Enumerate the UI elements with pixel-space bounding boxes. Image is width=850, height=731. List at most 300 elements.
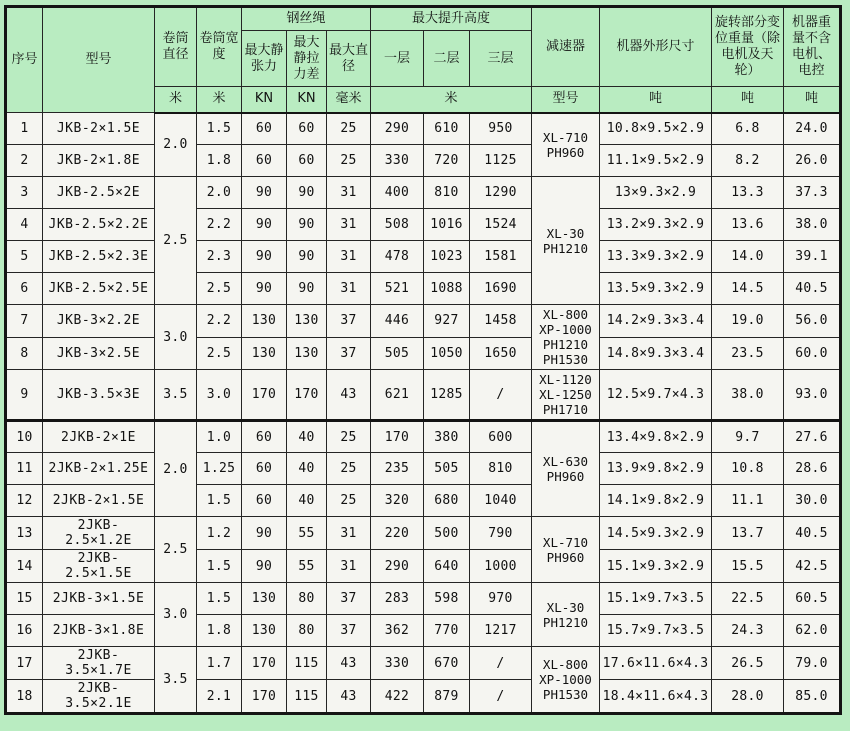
cell-lift-height-layer3: 790 [470, 517, 532, 550]
spec-row [6, 177, 841, 209]
unit-max-static-tension: KN [242, 87, 287, 113]
header-machine-dimensions: 机器外形尺寸 [600, 7, 712, 87]
spec-row [6, 647, 841, 680]
cell-drum-width: 2.2 [197, 305, 242, 338]
cell-max-rope-diameter: 31 [327, 273, 371, 305]
cell-lift-height-layer2: 879 [424, 680, 470, 714]
cell-max-static-tension: 90 [242, 550, 287, 583]
cell-drum-width: 3.0 [197, 370, 242, 421]
header-layer1: 一层 [371, 31, 424, 87]
cell-lift-height-layer3: 1217 [470, 615, 532, 647]
cell-max-static-tension: 90 [242, 273, 287, 305]
header-max-static-tension: 最大静张力 [242, 31, 287, 87]
cell-model: 2JKB-2×1.5E [43, 485, 155, 517]
cell-drum-width: 2.3 [197, 241, 242, 273]
cell-max-static-tension: 170 [242, 370, 287, 421]
header-lift-height-group: 最大提升高度 [371, 7, 532, 31]
cell-lift-height-layer1: 422 [371, 680, 424, 714]
cell-seq: 11 [6, 453, 43, 485]
cell-rotating-weight: 28.0 [712, 680, 784, 714]
cell-max-rope-diameter: 31 [327, 550, 371, 583]
cell-model: 2JKB-2.5×1.5E [43, 550, 155, 583]
cell-reducer [532, 583, 600, 647]
cell-max-static-tension-diff: 80 [287, 615, 327, 647]
cell-max-static-tension: 90 [242, 177, 287, 209]
header-model: 型号 [43, 7, 155, 113]
cell-rotating-weight: 9.7 [712, 421, 784, 453]
cell-max-static-tension-diff: 40 [287, 421, 327, 453]
cell-max-static-tension-diff: 40 [287, 485, 327, 517]
reducer-model-line: PH1210 [542, 337, 589, 352]
cell-max-static-tension: 60 [242, 453, 287, 485]
cell-lift-height-layer1: 220 [371, 517, 424, 550]
cell-machine-weight: 37.3 [784, 177, 841, 209]
cell-lift-height-layer3: 1524 [470, 209, 532, 241]
cell-max-rope-diameter: 25 [327, 145, 371, 177]
cell-machine-dimensions: 10.8×9.5×2.9 [600, 113, 712, 145]
cell-lift-height-layer1: 505 [371, 337, 424, 370]
cell-machine-dimensions: 13×9.3×2.9 [600, 177, 712, 209]
reducer-model-line: XL-630 [542, 454, 589, 469]
cell-rotating-weight: 14.0 [712, 241, 784, 273]
cell-drum-width: 1.5 [197, 550, 242, 583]
unit-drum-diameter: 米 [155, 87, 197, 113]
cell-drum-width: 1.2 [197, 517, 242, 550]
cell-model: 2JKB-3.5×1.7E [43, 647, 155, 680]
cell-lift-height-layer3: 1690 [470, 273, 532, 305]
cell-machine-dimensions: 13.3×9.3×2.9 [600, 241, 712, 273]
cell-lift-height-layer1: 446 [371, 305, 424, 338]
spec-row [6, 453, 841, 485]
cell-machine-weight: 24.0 [784, 113, 841, 145]
cell-machine-weight: 38.0 [784, 209, 841, 241]
spec-row [6, 273, 841, 305]
header-wire-rope-group: 钢丝绳 [242, 7, 371, 31]
cell-lift-height-layer2: 1088 [424, 273, 470, 305]
spec-row [6, 337, 841, 370]
cell-lift-height-layer3: 1040 [470, 485, 532, 517]
cell-max-static-tension: 170 [242, 680, 287, 714]
spec-row [6, 485, 841, 517]
reducer-model-line: PH1210 [542, 614, 589, 630]
cell-drum-width: 1.5 [197, 583, 242, 615]
cell-max-rope-diameter: 37 [327, 305, 371, 338]
reducer-model-line: PH960 [546, 144, 585, 160]
header-machine-weight: 机器重量不含电机、电控 [784, 7, 841, 87]
cell-lift-height-layer2: 1050 [424, 337, 470, 370]
cell-max-static-tension-diff: 55 [287, 550, 327, 583]
cell-max-rope-diameter: 43 [327, 680, 371, 714]
cell-machine-weight: 39.1 [784, 241, 841, 273]
spec-row [6, 241, 841, 273]
cell-machine-weight: 26.0 [784, 145, 841, 177]
unit-lift-height: 米 [371, 87, 532, 113]
unit-reducer: 型号 [532, 87, 600, 113]
cell-model: 2JKB-2.5×1.2E [43, 517, 155, 550]
cell-machine-dimensions: 12.5×9.7×4.3 [600, 370, 712, 421]
header-seq: 序号 [6, 7, 43, 113]
reducer-model-line: PH1210 [542, 240, 589, 256]
cell-max-rope-diameter: 31 [327, 517, 371, 550]
cell-seq: 12 [6, 485, 43, 517]
header-layer3: 三层 [470, 31, 532, 87]
cell-model: 2JKB-2×1.25E [43, 453, 155, 485]
cell-drum-width: 2.0 [197, 177, 242, 209]
cell-lift-height-layer1: 521 [371, 273, 424, 305]
cell-drum-width: 1.8 [197, 145, 242, 177]
spec-row [6, 517, 841, 550]
table-body [6, 113, 841, 714]
cell-rotating-weight: 38.0 [712, 370, 784, 421]
unit-drum-width: 米 [197, 87, 242, 113]
cell-lift-height-layer3: / [470, 680, 532, 714]
cell-reducer [532, 305, 600, 370]
cell-max-static-tension-diff: 55 [287, 517, 327, 550]
cell-max-static-tension: 130 [242, 583, 287, 615]
cell-lift-height-layer3: 600 [470, 421, 532, 453]
cell-lift-height-layer3: 1290 [470, 177, 532, 209]
unit-max-rope-diameter: 毫米 [327, 87, 371, 113]
cell-max-rope-diameter: 37 [327, 583, 371, 615]
cell-max-static-tension-diff: 80 [287, 583, 327, 615]
cell-machine-dimensions: 14.2×9.3×3.4 [600, 305, 712, 338]
header-drum-diameter: 卷筒直径 [155, 7, 197, 87]
unit-machine-weight: 吨 [784, 87, 841, 113]
reducer-model-line: XL-1250 [539, 387, 592, 402]
cell-machine-dimensions: 14.5×9.3×2.9 [600, 517, 712, 550]
cell-lift-height-layer1: 283 [371, 583, 424, 615]
cell-max-static-tension-diff: 90 [287, 209, 327, 241]
unit-rotating-weight: 吨 [712, 87, 784, 113]
cell-drum-diameter: 3.5 [155, 647, 197, 714]
cell-seq: 17 [6, 647, 43, 680]
cell-drum-width: 2.2 [197, 209, 242, 241]
header-reducer: 减速器 [532, 7, 600, 87]
cell-max-rope-diameter: 31 [327, 177, 371, 209]
cell-seq: 1 [6, 113, 43, 145]
cell-lift-height-layer1: 235 [371, 453, 424, 485]
reducer-model-line: XL-800 [542, 307, 589, 322]
cell-lift-height-layer2: 640 [424, 550, 470, 583]
cell-machine-dimensions: 11.1×9.5×2.9 [600, 145, 712, 177]
cell-max-static-tension: 60 [242, 145, 287, 177]
cell-max-static-tension-diff: 90 [287, 241, 327, 273]
cell-max-rope-diameter: 43 [327, 647, 371, 680]
reducer-model-line: PH960 [546, 469, 585, 484]
cell-max-rope-diameter: 31 [327, 209, 371, 241]
reducer-model-line: XL-710 [542, 534, 589, 550]
cell-max-static-tension-diff: 130 [287, 305, 327, 338]
cell-machine-weight: 85.0 [784, 680, 841, 714]
cell-drum-diameter: 3.5 [155, 370, 197, 421]
cell-drum-width: 1.5 [197, 485, 242, 517]
cell-lift-height-layer1: 621 [371, 370, 424, 421]
cell-max-static-tension: 60 [242, 113, 287, 145]
cell-rotating-weight: 22.5 [712, 583, 784, 615]
cell-reducer [532, 517, 600, 583]
cell-machine-weight: 56.0 [784, 305, 841, 338]
cell-seq: 10 [6, 421, 43, 453]
cell-max-static-tension-diff: 60 [287, 113, 327, 145]
cell-model: JKB-3.5×3E [43, 370, 155, 421]
spec-row [6, 680, 841, 714]
cell-lift-height-layer2: 770 [424, 615, 470, 647]
cell-seq: 4 [6, 209, 43, 241]
reducer-model-line: XL-800 [542, 657, 589, 672]
cell-lift-height-layer2: 500 [424, 517, 470, 550]
header-max-rope-diameter: 最大直径 [327, 31, 371, 87]
cell-rotating-weight: 13.7 [712, 517, 784, 550]
cell-seq: 7 [6, 305, 43, 338]
header-drum-width: 卷筒宽度 [197, 7, 242, 87]
cell-machine-dimensions: 14.8×9.3×3.4 [600, 337, 712, 370]
cell-lift-height-layer3: 970 [470, 583, 532, 615]
cell-model: JKB-2.5×2.3E [43, 241, 155, 273]
cell-drum-diameter: 2.0 [155, 421, 197, 517]
cell-machine-weight: 93.0 [784, 370, 841, 421]
cell-machine-weight: 60.0 [784, 337, 841, 370]
cell-lift-height-layer1: 478 [371, 241, 424, 273]
cell-machine-weight: 79.0 [784, 647, 841, 680]
cell-max-static-tension-diff: 90 [287, 177, 327, 209]
header-layer2: 二层 [424, 31, 470, 87]
cell-max-static-tension-diff: 115 [287, 647, 327, 680]
cell-drum-width: 1.8 [197, 615, 242, 647]
cell-rotating-weight: 13.3 [712, 177, 784, 209]
cell-lift-height-layer3: 1458 [470, 305, 532, 338]
spec-row [6, 209, 841, 241]
cell-max-static-tension: 130 [242, 305, 287, 338]
cell-max-static-tension: 60 [242, 421, 287, 453]
spec-row [6, 370, 841, 421]
cell-machine-dimensions: 15.1×9.3×2.9 [600, 550, 712, 583]
cell-lift-height-layer2: 505 [424, 453, 470, 485]
cell-lift-height-layer3: 950 [470, 113, 532, 145]
cell-machine-dimensions: 13.2×9.3×2.9 [600, 209, 712, 241]
cell-reducer [532, 647, 600, 714]
hoist-spec-table [4, 5, 842, 715]
cell-drum-width: 2.1 [197, 680, 242, 714]
cell-machine-dimensions: 13.5×9.3×2.9 [600, 273, 712, 305]
cell-rotating-weight: 13.6 [712, 209, 784, 241]
cell-lift-height-layer2: 380 [424, 421, 470, 453]
cell-model: 2JKB-3.5×2.1E [43, 680, 155, 714]
cell-drum-width: 1.25 [197, 453, 242, 485]
cell-lift-height-layer1: 320 [371, 485, 424, 517]
cell-lift-height-layer2: 610 [424, 113, 470, 145]
cell-model: JKB-2.5×2E [43, 177, 155, 209]
cell-model: 2JKB-3×1.5E [43, 583, 155, 615]
reducer-model-line: PH1530 [542, 687, 589, 702]
cell-drum-width: 1.7 [197, 647, 242, 680]
cell-reducer [532, 113, 600, 177]
reducer-model-line: XL-30 [546, 225, 585, 241]
cell-lift-height-layer2: 670 [424, 647, 470, 680]
spec-row [6, 145, 841, 177]
table-header [6, 7, 841, 113]
cell-max-rope-diameter: 31 [327, 241, 371, 273]
cell-machine-weight: 60.5 [784, 583, 841, 615]
cell-lift-height-layer1: 330 [371, 145, 424, 177]
cell-lift-height-layer1: 362 [371, 615, 424, 647]
reducer-model-line: XL-710 [542, 129, 589, 145]
cell-max-static-tension-diff: 40 [287, 453, 327, 485]
cell-max-static-tension: 130 [242, 337, 287, 370]
cell-rotating-weight: 6.8 [712, 113, 784, 145]
cell-model: JKB-3×2.2E [43, 305, 155, 338]
cell-max-static-tension: 90 [242, 241, 287, 273]
cell-drum-width: 2.5 [197, 273, 242, 305]
cell-drum-width: 1.0 [197, 421, 242, 453]
cell-reducer [532, 421, 600, 517]
cell-max-rope-diameter: 37 [327, 615, 371, 647]
cell-seq: 14 [6, 550, 43, 583]
spec-row [6, 305, 841, 338]
cell-drum-width: 2.5 [197, 337, 242, 370]
cell-seq: 5 [6, 241, 43, 273]
cell-seq: 2 [6, 145, 43, 177]
cell-lift-height-layer3: 1581 [470, 241, 532, 273]
cell-model: JKB-3×2.5E [43, 337, 155, 370]
cell-max-rope-diameter: 25 [327, 453, 371, 485]
cell-lift-height-layer2: 1023 [424, 241, 470, 273]
cell-lift-height-layer1: 290 [371, 113, 424, 145]
spec-row [6, 583, 841, 615]
cell-reducer [532, 370, 600, 421]
cell-machine-dimensions: 17.6×11.6×4.3 [600, 647, 712, 680]
cell-drum-width: 1.5 [197, 113, 242, 145]
cell-lift-height-layer1: 508 [371, 209, 424, 241]
reducer-model-line: XL-30 [546, 599, 585, 615]
cell-max-static-tension-diff: 115 [287, 680, 327, 714]
spec-row [6, 615, 841, 647]
cell-max-rope-diameter: 43 [327, 370, 371, 421]
cell-lift-height-layer2: 720 [424, 145, 470, 177]
cell-rotating-weight: 15.5 [712, 550, 784, 583]
cell-rotating-weight: 23.5 [712, 337, 784, 370]
cell-rotating-weight: 10.8 [712, 453, 784, 485]
cell-rotating-weight: 11.1 [712, 485, 784, 517]
cell-seq: 8 [6, 337, 43, 370]
cell-max-static-tension-diff: 170 [287, 370, 327, 421]
cell-drum-diameter: 2.0 [155, 113, 197, 177]
cell-model: 2JKB-2×1E [43, 421, 155, 453]
cell-lift-height-layer3: / [470, 370, 532, 421]
cell-machine-weight: 28.6 [784, 453, 841, 485]
reducer-model-line: XP-1000 [539, 672, 592, 687]
cell-reducer [532, 177, 600, 305]
cell-lift-height-layer2: 927 [424, 305, 470, 338]
cell-max-rope-diameter: 25 [327, 113, 371, 145]
cell-rotating-weight: 14.5 [712, 273, 784, 305]
cell-lift-height-layer3: 1650 [470, 337, 532, 370]
spec-row [6, 113, 841, 145]
cell-rotating-weight: 24.3 [712, 615, 784, 647]
cell-machine-weight: 42.5 [784, 550, 841, 583]
cell-max-static-tension-diff: 90 [287, 273, 327, 305]
reducer-model-line: XP-1000 [539, 322, 592, 337]
cell-lift-height-layer3: 810 [470, 453, 532, 485]
cell-model: JKB-2.5×2.5E [43, 273, 155, 305]
cell-rotating-weight: 26.5 [712, 647, 784, 680]
header-rotating-weight: 旋转部分变位重量（除电机及天轮） [712, 7, 784, 87]
cell-lift-height-layer3: 1125 [470, 145, 532, 177]
cell-machine-weight: 62.0 [784, 615, 841, 647]
cell-lift-height-layer2: 680 [424, 485, 470, 517]
cell-machine-weight: 27.6 [784, 421, 841, 453]
cell-rotating-weight: 19.0 [712, 305, 784, 338]
cell-max-rope-diameter: 25 [327, 485, 371, 517]
cell-lift-height-layer3: / [470, 647, 532, 680]
cell-machine-dimensions: 14.1×9.8×2.9 [600, 485, 712, 517]
cell-machine-weight: 40.5 [784, 273, 841, 305]
cell-max-static-tension: 60 [242, 485, 287, 517]
cell-lift-height-layer1: 290 [371, 550, 424, 583]
cell-machine-dimensions: 15.1×9.7×3.5 [600, 583, 712, 615]
cell-max-static-tension: 90 [242, 209, 287, 241]
header-max-static-tension-diff: 最大静拉力差 [287, 31, 327, 87]
cell-rotating-weight: 8.2 [712, 145, 784, 177]
cell-machine-dimensions: 18.4×11.6×4.3 [600, 680, 712, 714]
reducer-model-line: PH1530 [542, 352, 589, 367]
cell-model: JKB-2.5×2.2E [43, 209, 155, 241]
cell-max-static-tension: 170 [242, 647, 287, 680]
cell-max-static-tension-diff: 130 [287, 337, 327, 370]
reducer-model-line: PH1710 [542, 402, 589, 417]
cell-drum-diameter: 3.0 [155, 305, 197, 370]
reducer-model-line: XL-1120 [539, 372, 592, 387]
unit-machine-dimensions: 吨 [600, 87, 712, 113]
cell-drum-diameter: 3.0 [155, 583, 197, 647]
cell-seq: 15 [6, 583, 43, 615]
cell-max-static-tension: 90 [242, 517, 287, 550]
cell-max-static-tension: 130 [242, 615, 287, 647]
cell-model: JKB-2×1.8E [43, 145, 155, 177]
cell-model: 2JKB-3×1.8E [43, 615, 155, 647]
cell-machine-dimensions: 13.9×9.8×2.9 [600, 453, 712, 485]
cell-lift-height-layer2: 810 [424, 177, 470, 209]
cell-max-rope-diameter: 25 [327, 421, 371, 453]
cell-lift-height-layer1: 330 [371, 647, 424, 680]
unit-max-static-tension-diff: KN [287, 87, 327, 113]
cell-seq: 16 [6, 615, 43, 647]
cell-lift-height-layer2: 1285 [424, 370, 470, 421]
cell-lift-height-layer2: 1016 [424, 209, 470, 241]
cell-drum-diameter: 2.5 [155, 517, 197, 583]
cell-lift-height-layer1: 170 [371, 421, 424, 453]
cell-seq: 13 [6, 517, 43, 550]
cell-machine-dimensions: 15.7×9.7×3.5 [600, 615, 712, 647]
cell-max-rope-diameter: 37 [327, 337, 371, 370]
cell-lift-height-layer3: 1000 [470, 550, 532, 583]
cell-seq: 9 [6, 370, 43, 421]
cell-seq: 3 [6, 177, 43, 209]
cell-lift-height-layer2: 598 [424, 583, 470, 615]
cell-max-static-tension-diff: 60 [287, 145, 327, 177]
spec-row [6, 550, 841, 583]
cell-seq: 18 [6, 680, 43, 714]
cell-drum-diameter: 2.5 [155, 177, 197, 305]
reducer-model-line: PH960 [546, 549, 585, 565]
cell-machine-weight: 40.5 [784, 517, 841, 550]
spec-row [6, 421, 841, 453]
cell-lift-height-layer1: 400 [371, 177, 424, 209]
cell-machine-dimensions: 13.4×9.8×2.9 [600, 421, 712, 453]
cell-model: JKB-2×1.5E [43, 113, 155, 145]
header-group-row [6, 7, 841, 31]
cell-machine-weight: 30.0 [784, 485, 841, 517]
cell-seq: 6 [6, 273, 43, 305]
